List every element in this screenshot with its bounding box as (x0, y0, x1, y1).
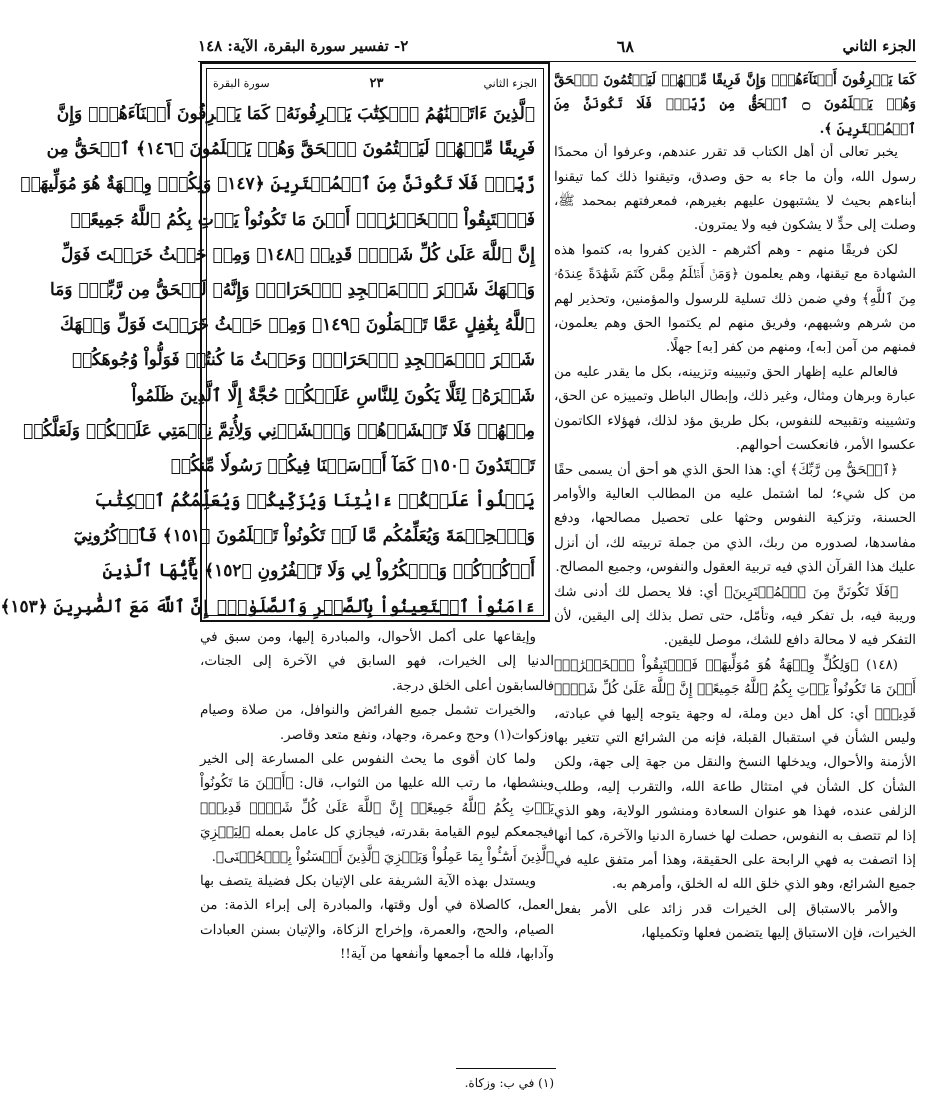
commentary-paragraph: ﴿فَلَا تَكُونَنَّ مِنَ ٱلۡمُمۡتَرِينَ﴾ أي: فلا يحصل لك أدنى شك وريبة فيه، بل تفكر فيه، وتأمّل، حتى تصل بذلك إلى اليقين، لأن التفكر فيه لا محالة دافع للشك، موصل لليقين. (554, 584, 916, 649)
commentary-paragraph: والأمر بالاستباق إلى الخيرات قدر زائد على الأمر بفعل الخيرات، فإن الاستباق إليها يتضمن فعلها وتكميلها، (554, 901, 916, 942)
commentary-left-column (200, 626, 554, 968)
mushaf-line: تَهۡتَدُونَ ﴿١٥٠﴾ كَمَآ أَرۡسَلۡنَا فِيكُمۡ رَسُولٗا مِّنكُمۡ (170, 455, 535, 476)
verse-continuation: كَمَا يَعۡرِفُونَ أَبۡنَآءَهُمۡۖ وَإِنَّ فَرِيقًا مِّنۡهُمۡ لَيَكۡتُمُونَ ٱلۡحَقَّ وَهُمۡ يَعۡلَمُونَ ۝ ٱلۡحَقُّ مِن رَّبِّكَۖ فَلَا تَكُونَنَّ مِنَ ٱلۡمُمۡتَرِينَ ﴾. (554, 72, 917, 137)
header-part-title: الجزء الثاني (842, 37, 916, 55)
mushaf-line: وَٱلۡحِكۡمَةَ وَيُعَلِّمُكُم مَّا لَمۡ تَكُونُواْ تَعۡلَمُونَ ﴿١٥١﴾ فَٱذۡكُرُونِيٓ (73, 526, 535, 547)
commentary-paragraph: (١٤٨) ﴿وَلِكُلٍّ وِجۡهَةٌ هُوَ مُوَلِّيهَاۖ فَٱسۡتَبِقُواْ ٱلۡخَيۡرَٰتِۚ أَيۡنَ مَا تَكُونُواْ يَأۡتِ بِكُمُ ٱللَّهُ جَمِيعًاۚ إِنَّ ٱللَّهَ عَلَىٰ كُلِّ شَيۡءٖ قَدِيرٞ﴾ أي: كل أهل دين وملة، له وجهة يتوجه إليها في عبادته، وليس الشأن في استقبال القبلة، فإنه من الشرائع التي تتغير بها الأزمنة والأحوال، ويدخلها النسخ والنقل من جهة إلى جهة، ولكن الشأن كل الشأن في امتثال طاعة الله، والتقرب إليه، وطلب الزلفى عنده، فهذا هو عنوان السعادة ومنشور الولاية، وهو الذي إذا لم تتصف به النفوس، حصلت لها خسارة الدنيا والآخرة، كما أنها إذا اتصفت به فهي الرابحة على الحقيقة، وهذا أمر متفق عليه في جميع الشرائع، وهو الذي خلق الله له الخلق، وأمرهم به. (554, 657, 916, 893)
mushaf-line: فَرِيقًا مِّنۡهُمۡ لَيَكۡتُمُونَ ٱلۡحَقَّ وَهُمۡ يَعۡلَمُونَ ﴿١٤٦﴾ ٱلۡحَقُّ مِن (46, 139, 535, 160)
mushaf-line: شَطۡرَ ٱلۡمَسۡجِدِ ٱلۡحَرَامِۚ وَحَيۡثُ مَا كُنتُمۡ فَوَلُّواْ وُجُوهَكُمۡ (71, 350, 535, 371)
header-page-number: ٦٨ (616, 36, 634, 56)
header-chapter-title: ٢- تفسير سورة البقرة، الآية: ١٤٨ (198, 37, 409, 55)
mushaf-header (213, 73, 537, 93)
mushaf-surah-label: سورة البقرة (213, 76, 270, 90)
mushaf-line: يَتۡلُواْ عَلَيۡكُمۡ ءَايَٰتِنَا وَيُزَكِّيكُمۡ وَيُعَلِّمُكُمُ ٱلۡكِتَٰبَ (94, 491, 535, 512)
footnote: (١) في ب: وزكاة. (464, 1076, 554, 1090)
mushaf-juz-label: الجزء الثاني (483, 76, 537, 90)
mushaf-line: شَطۡرَهُۥ لِئَلَّا يَكُونَ لِلنَّاسِ عَلَيۡكُمۡ حُجَّةٌ إِلَّا ٱلَّذِينَ ظَلَمُواْ (131, 385, 535, 406)
commentary-paragraph: والخيرات تشمل جميع الفرائض والنوافل، من صلاة وصيام وزكوات(١) وحج وعمرة، وجهاد، ونفع متعد وقاصر. (200, 703, 554, 743)
mushaf-inner-border (0, 68, 544, 617)
mushaf-line: ٱللَّهُ بِغَٰفِلٍ عَمَّا تَعۡمَلُونَ ﴿١٤٩﴾ وَمِنۡ حَيۡثُ خَرَجۡتَ فَوَلِّ وَجۡهَكَ (60, 315, 535, 336)
mushaf-line: وَجۡهَكَ شَطۡرَ ٱلۡمَسۡجِدِ ٱلۡحَرَامِۖ وَإِنَّهُۥ لَلۡحَقُّ مِن رَّبِّكَۗ وَمَا (50, 279, 535, 300)
commentary-paragraph: يخبر تعالى أن أهل الكتاب قد تقرر عندهم، وعرفوا أن محمدًا رسول الله، وأن ما جاء به حق وصدق، وتيقنوا ذلك كما تيقنوا أبناءهم بحيث لا يشتبهون عليهم بغيرهم، فمعرفتهم بمحمد ﷺ، وصلت إلى حدٍّ لا يشكون فيه ولا يمترون. (554, 145, 916, 234)
commentary-right-column (554, 68, 916, 947)
mushaf-text (0, 97, 535, 617)
mushaf-line: إِنَّ ٱللَّهَ عَلَىٰ كُلِّ شَيۡءٖ قَدِيرٞ ﴿١٤٨﴾ وَمِنۡ حَيۡثُ خَرَجۡتَ فَوَلِّ (60, 244, 535, 265)
commentary-paragraph: وإيقاعها على أكمل الأحوال، والمبادرة إليها، ومن سبق في الدنيا إلى الخيرات، فهو السابق في الآخرة إلى الجنات، فالسابقون أعلى الخلق درجة. (200, 630, 554, 694)
running-header (198, 34, 916, 58)
mushaf-line: مِنۡهُمۡ فَلَا تَخۡشَوۡهُمۡ وَٱخۡشَوۡنِي وَلِأُتِمَّ نِعۡمَتِي عَلَيۡكُمۡ وَلَعَلَّكُمۡ (23, 420, 535, 441)
mushaf-page-frame (0, 62, 550, 622)
commentary-paragraph: ﴿ٱلۡحَقُّ مِن رَّبِّكَ﴾ أي: هذا الحق الذي هو أحق أن يسمى حقًا من كل شيء؛ لما اشتمل عليه من المطالب العالية والأوامر الحسنة، وتزكية النفوس وحثها على تحصيل مصالحها، ودفع مفاسدها، لصدوره من ربك، الذي من جملة تربيته لك، أن أنزل عليك هذا القرآن الذي فيه تربية العقول والنفوس، وجميع المصالح. (554, 462, 916, 576)
commentary-paragraph: لكن فريقًا منهم - وهم أكثرهم - الذين كفروا به، كتموا هذه الشهادة مع تيقنها، وهم يعلمون ﴿وَمَنۡ أَظۡلَمُ مِمَّن كَتَمَ شَهَٰدَةً عِندَهُۥ مِنَ ٱللَّهِ﴾ وفي ضمن ذلك تسلية للرسول والمؤمنين، وتحذير لهم من شرهم وشبههم، وفريق منهم لم يكتموا الحق وهم يعلمون، فمنهم من آمن [به]، ومنهم من كفر [به] جهلًا. (554, 242, 916, 356)
commentary-paragraph: فالعالم عليه إظهار الحق وتبيينه وتزيينه، بكل ما يقدر عليه من عبارة وبرهان ومثال، وغير ذلك، وإبطال الباطل وتمييزه عن الحق، وتشيينه وتقبيحه للنفوس، بكل طريق مؤد لذلك، فهؤلاء الكاتمون عكسوا الأمر، فانعكست أحوالهم. (554, 364, 916, 454)
mushaf-line: فَٱسۡتَبِقُواْ ٱلۡخَيۡرَٰتِۚ أَيۡنَ مَا تَكُونُواْ يَأۡتِ بِكُمُ ٱللَّهُ جَمِيعًاۚ (70, 209, 535, 230)
mushaf-line: أَذۡكُرۡكُمۡ وَٱشۡكُرُواْ لِي وَلَا تَكۡفُرُونِ ﴿١٥٢﴾ يَٰٓأَيُّهَا ٱلَّذِينَ (102, 561, 535, 582)
commentary-paragraph: ولما كان أقوى ما يحث النفوس على المسارعة إلى الخير وينشطها، ما رتب الله عليها من الثواب، قال: ﴿أَيۡنَ مَا تَكُونُواْ يَأۡتِ بِكُمُ ٱللَّهُ جَمِيعًاۚ إِنَّ ٱللَّهَ عَلَىٰ كُلِّ شَيۡءٖ قَدِيرٞ﴾ فيجمعكم ليوم القيامة بقدرته، فيجازي كل عامل بعمله ﴿لِيَجۡزِيَ ٱلَّذِينَ أَسَٰٓـُٔواْ بِمَا عَمِلُواْ وَيَجۡزِيَ ٱلَّذِينَ أَحۡسَنُواْ بِٱلۡحُسۡنَى﴾. (200, 752, 554, 865)
footnote-rule (456, 1068, 556, 1069)
mushaf-line: ٱلَّذِينَ ءَاتَيۡنَٰهُمُ ٱلۡكِتَٰبَ يَعۡرِفُونَهُۥ كَمَا يَعۡرِفُونَ أَبۡنَآءَهُمۡۖ وَإِنَّ (56, 104, 535, 124)
mushaf-line: رَّبِّكَۖ فَلَا تَكُونَنَّ مِنَ ٱلۡمُمۡتَرِينَ ﴿١٤٧﴾ وَلِكُلّٖ وِجۡهَةٌ هُوَ مُوَلِّيهَاۖ (20, 174, 535, 195)
mushaf-line: ءَامَنُواْ ٱسۡتَعِينُواْ بِٱلصَّبۡرِ وَٱلصَّلَوٰةِۚ إِنَّ ٱللَّهَ مَعَ ٱلصَّٰبِرِينَ ﴿١٥٣﴾ (0, 596, 535, 617)
mushaf-page-number: ٢٣ (369, 75, 384, 91)
commentary-paragraph: ويستدل بهذه الآية الشريفة على الإتيان بكل فضيلة يتصف بها العمل، كالصلاة في أول وقتها، والمبادرة إلى إبراء الذمة: من الصيام، والحج، والعمرة، وإخراج الزكاة، والإتيان بسنن العبادات وآدابها، فلله ما أجمعها وأنفعها من آية!! (200, 874, 554, 963)
